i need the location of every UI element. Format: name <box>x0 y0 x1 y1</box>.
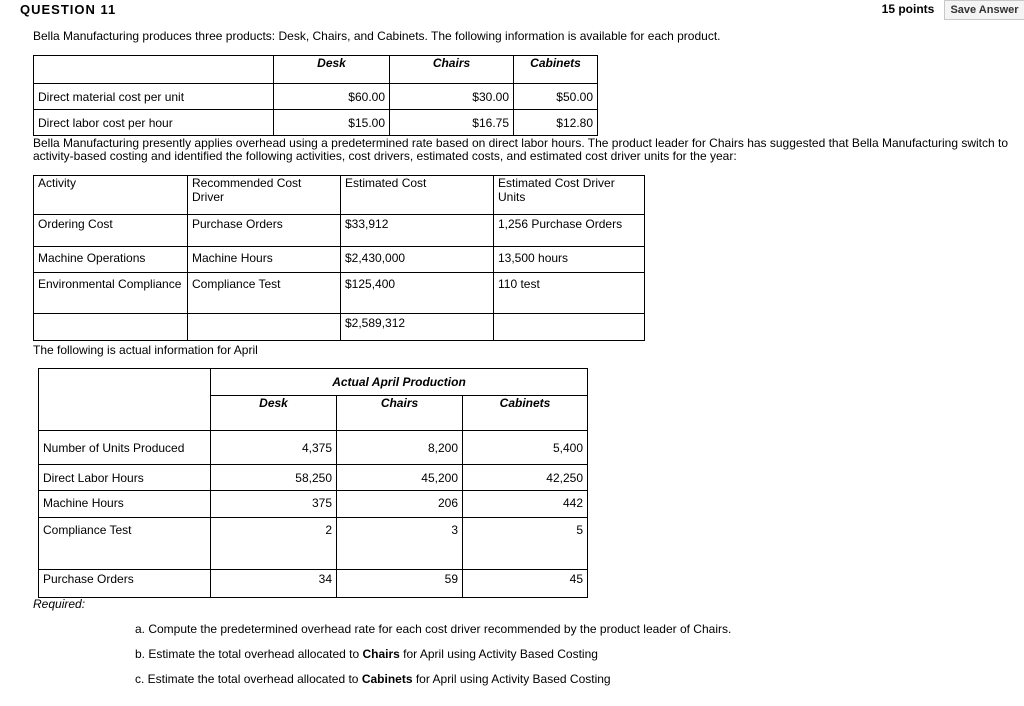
cell-value: 59 <box>337 570 463 598</box>
cell-value: $60.00 <box>274 84 390 110</box>
cell-value: 58,250 <box>211 465 337 491</box>
cell-value: 5 <box>463 518 588 570</box>
table-header-empty <box>34 56 274 84</box>
row-label: Machine Hours <box>39 491 211 518</box>
cell-value: 45 <box>463 570 588 598</box>
row-label: Direct Labor Hours <box>39 465 211 491</box>
requirement-b-bold: Chairs <box>362 647 400 661</box>
requirement-c-post: for April using Activity Based Costing <box>412 672 611 686</box>
table-header-chairs: Chairs <box>390 56 514 84</box>
product-cost-table <box>33 55 598 136</box>
requirement-b-pre: b. Estimate the total overhead allocated to <box>135 647 363 661</box>
cell-value: $50.00 <box>514 84 598 110</box>
intro-text: Bella Manufacturing produces three products: Desk, Chairs, and Cabinets. The following information is available for each product. <box>33 29 721 43</box>
save-answer-button[interactable]: Save Answer <box>944 0 1024 20</box>
cell-activity: Ordering Cost <box>34 215 188 247</box>
table-header-driver-units: Estimated Cost Driver Units <box>494 176 645 215</box>
row-label: Purchase Orders <box>39 570 211 598</box>
abc-paragraph: Bella Manufacturing presently applies overhead using a predetermined rate based on direct labor hours. The product leader for Chairs has suggested that Bella Manufacturing switch to activity-based costing and identified the following activities, cost drivers, estimated costs, and estimated cost driver units for the year: <box>33 136 1009 163</box>
cell-value: 2 <box>211 518 337 570</box>
cell-value: $30.00 <box>390 84 514 110</box>
requirement-a: a. Compute the predetermined overhead rate for each cost driver recommended by the product leader of Chairs. <box>135 622 732 636</box>
cell-cost: $125,400 <box>341 273 494 314</box>
cell-driver: Compliance Test <box>188 273 341 314</box>
cell-cost: $2,430,000 <box>341 247 494 273</box>
row-label: Direct labor cost per hour <box>34 110 274 136</box>
table-row <box>34 273 645 314</box>
row-label: Direct material cost per unit <box>34 84 274 110</box>
requirement-c-bold: Cabinets <box>361 672 413 686</box>
table-header-desk: Desk <box>211 396 337 431</box>
cell-value: 442 <box>463 491 588 518</box>
cell-driver: Machine Hours <box>188 247 341 273</box>
cell-value: 375 <box>211 491 337 518</box>
table-row <box>39 491 588 518</box>
cell-value: 3 <box>337 518 463 570</box>
table-row <box>34 314 645 341</box>
table-header-activity: Activity <box>34 176 188 215</box>
actual-info-note: The following is actual information for April <box>33 343 258 357</box>
table-row <box>34 215 645 247</box>
table-row <box>39 431 588 465</box>
table-row <box>34 110 598 136</box>
cell-value: 34 <box>211 570 337 598</box>
cell-total-cost: $2,589,312 <box>341 314 494 341</box>
cell-value: 8,200 <box>337 431 463 465</box>
cell-units: 1,256 Purchase Orders <box>494 215 645 247</box>
cell-value: 5,400 <box>463 431 588 465</box>
table-header-cost-driver: Recommended Cost Driver <box>188 176 341 215</box>
requirement-c <box>135 672 611 686</box>
requirement-b <box>135 647 598 661</box>
requirement-b-post: for April using Activity Based Costing <box>399 647 598 661</box>
cell-cost: $33,912 <box>341 215 494 247</box>
required-label: Required: <box>33 597 86 611</box>
cell-driver: Purchase Orders <box>188 215 341 247</box>
points-label: 15 points <box>881 2 935 16</box>
table-row <box>39 465 588 491</box>
cell-units <box>494 314 645 341</box>
activity-table <box>33 175 645 341</box>
row-label: Number of Units Produced <box>39 431 211 465</box>
row-label: Compliance Test <box>39 518 211 570</box>
production-table <box>38 368 588 598</box>
table-header-cabinets: Cabinets <box>514 56 598 84</box>
cell-value: 4,375 <box>211 431 337 465</box>
requirement-c-pre: c. Estimate the total overhead allocated to <box>135 672 362 686</box>
table-header-empty <box>39 369 211 431</box>
cell-driver <box>188 314 341 341</box>
cell-value: $15.00 <box>274 110 390 136</box>
cell-activity: Environmental Compliance <box>34 273 188 314</box>
table-row <box>39 570 588 598</box>
question-title: QUESTION 11 <box>20 2 117 17</box>
cell-value: $12.80 <box>514 110 598 136</box>
cell-value: 45,200 <box>337 465 463 491</box>
production-title: Actual April Production <box>211 369 588 396</box>
table-header-cabinets: Cabinets <box>463 396 588 431</box>
cell-activity: Machine Operations <box>34 247 188 273</box>
cell-activity <box>34 314 188 341</box>
cell-value: $16.75 <box>390 110 514 136</box>
table-header-estimated-cost: Estimated Cost <box>341 176 494 215</box>
table-row <box>34 247 645 273</box>
table-header-desk: Desk <box>274 56 390 84</box>
cell-units: 13,500 hours <box>494 247 645 273</box>
table-row <box>34 84 598 110</box>
cell-value: 42,250 <box>463 465 588 491</box>
table-row <box>39 518 588 570</box>
table-header-chairs: Chairs <box>337 396 463 431</box>
cell-units: 110 test <box>494 273 645 314</box>
cell-value: 206 <box>337 491 463 518</box>
